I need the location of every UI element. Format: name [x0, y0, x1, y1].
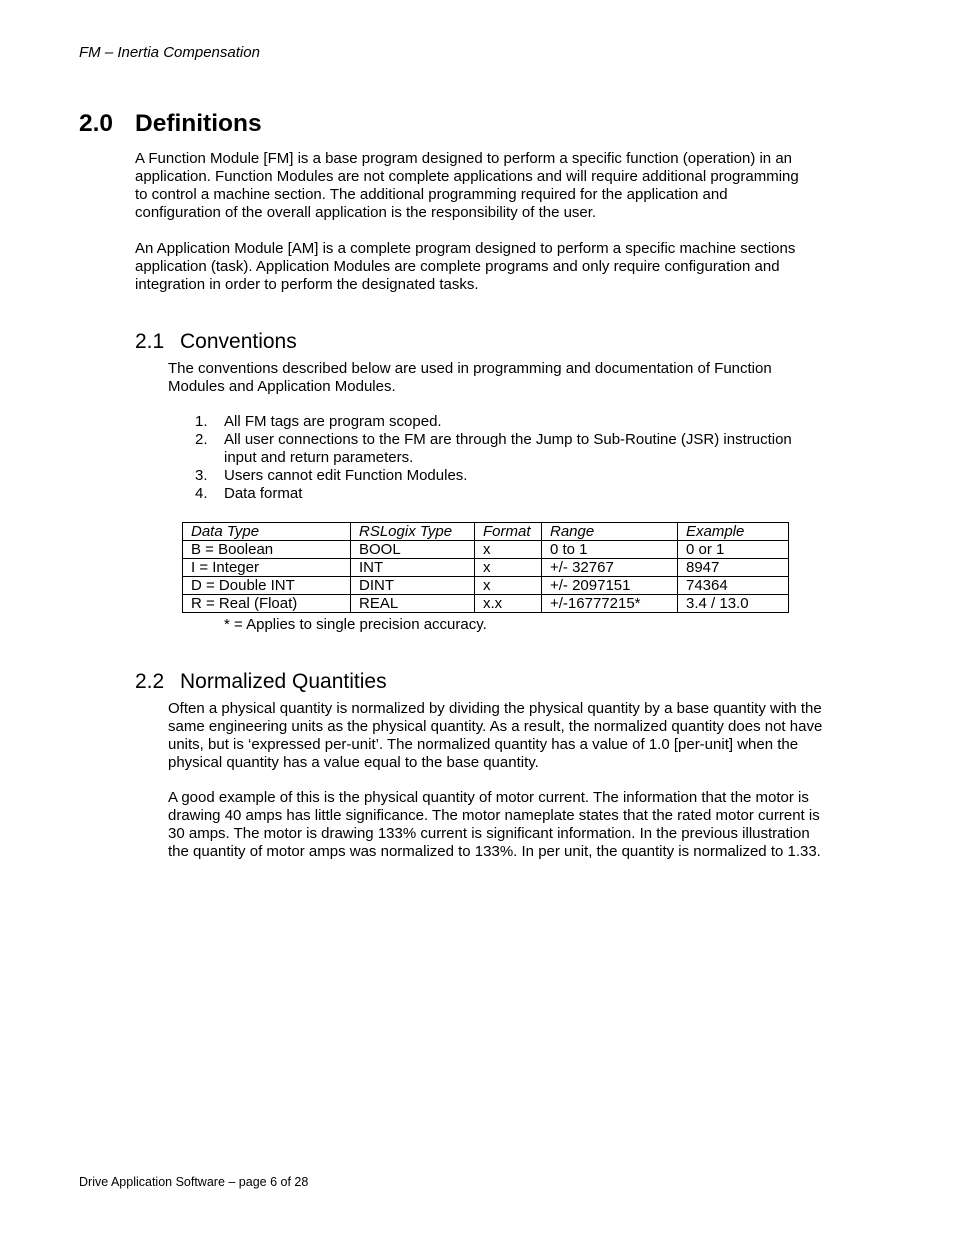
section-number: 2.2 — [135, 670, 165, 693]
list-text: All FM tags are program scoped. — [224, 413, 442, 430]
table-cell: +/- 2097151 — [542, 577, 678, 595]
table-row — [183, 577, 789, 595]
table-cell: REAL — [351, 595, 475, 613]
list-number: 3. — [195, 467, 208, 484]
table-cell: 74364 — [678, 577, 789, 595]
section-number: 2.1 — [135, 330, 165, 353]
table-cell: DINT — [351, 577, 475, 595]
list-text: All user connections to the FM are through the Jump to Sub-Routine (JSR) instruction input and return parameters. — [224, 431, 792, 466]
list-text: Users cannot edit Function Modules. — [224, 467, 468, 484]
table-cell: B = Boolean — [183, 541, 351, 559]
list-text: Data format — [224, 485, 303, 502]
section-title: Normalized Quantities — [180, 670, 387, 693]
data-format-table — [182, 522, 789, 613]
table-cell: +/- 32767 — [542, 559, 678, 577]
table-cell: x — [475, 577, 542, 595]
section-title: Definitions — [135, 110, 262, 137]
conventions-list — [195, 413, 815, 503]
definition-application-module: An Application Module [AM] is a complete program designed to perform a specific machine sections application (task). Application Modules are complete programs and only require configuration and integration in order to perform the designated tasks. — [135, 240, 796, 293]
table-cell: 0 or 1 — [678, 541, 789, 559]
table-cell: BOOL — [351, 541, 475, 559]
table-row — [183, 595, 789, 613]
list-number: 2. — [195, 431, 208, 448]
column-header-range: Range — [542, 523, 678, 541]
list-item — [195, 467, 815, 485]
section-title: Conventions — [180, 330, 297, 353]
column-header-data-type: Data Type — [183, 523, 351, 541]
conventions-intro: The conventions described below are used in programming and documentation of Function Modules and Application Modules. — [168, 360, 772, 395]
table-row — [183, 559, 789, 577]
normalized-quantities-paragraph: Often a physical quantity is normalized by dividing the physical quantity by a base quantity with the same engineering units as the physical quantity. As a result, the normalized quantity does not have units, but is ‘expressed per-unit’. The normalized quantity has a value of 1.0 [per-unit] when the physical quantity has a value equal to the base quantity. — [168, 700, 823, 771]
section-2-0-heading — [79, 110, 262, 138]
table-cell: x.x — [475, 595, 542, 613]
column-header-format: Format — [475, 523, 542, 541]
section-number: 2.0 — [79, 110, 114, 137]
table-row — [183, 541, 789, 559]
list-number: 4. — [195, 485, 208, 502]
table-cell: R = Real (Float) — [183, 595, 351, 613]
table-cell: I = Integer — [183, 559, 351, 577]
table-header-row — [183, 523, 789, 541]
table-cell: INT — [351, 559, 475, 577]
list-item — [195, 413, 815, 431]
section-2-1-heading — [135, 330, 297, 354]
table-footnote: * = Applies to single precision accuracy. — [224, 616, 487, 633]
list-item — [195, 485, 815, 503]
table-cell: 3.4 / 13.0 — [678, 595, 789, 613]
column-header-example: Example — [678, 523, 789, 541]
table-cell: x — [475, 559, 542, 577]
list-item — [195, 431, 815, 467]
table-cell: x — [475, 541, 542, 559]
section-2-2-heading — [135, 670, 387, 694]
list-number: 1. — [195, 413, 208, 430]
table-cell: 8947 — [678, 559, 789, 577]
table-cell: 0 to 1 — [542, 541, 678, 559]
page-footer: Drive Application Software – page 6 of 28 — [79, 1175, 309, 1189]
normalized-quantities-example: A good example of this is the physical quantity of motor current. The information that the motor is drawing 40 amps has little significance. The motor nameplate states that the rated motor current is 30 amps. The motor is drawing 133% current is significant information. In the previous illustration the quantity of motor amps was normalized to 133%. In per unit, the quantity is normalized to 1.33. — [168, 789, 821, 860]
table-cell: +/-16777215* — [542, 595, 678, 613]
running-header: FM – Inertia Compensation — [79, 44, 260, 61]
table-cell: D = Double INT — [183, 577, 351, 595]
definition-function-module: A Function Module [FM] is a base program designed to perform a specific function (operation) in an application. Function Modules are not complete applications and will require additional programming to control a machine section. The additional programming required for the application and configuration of the overall application is the responsibility of the user. — [135, 150, 799, 221]
column-header-rslogix-type: RSLogix Type — [351, 523, 475, 541]
